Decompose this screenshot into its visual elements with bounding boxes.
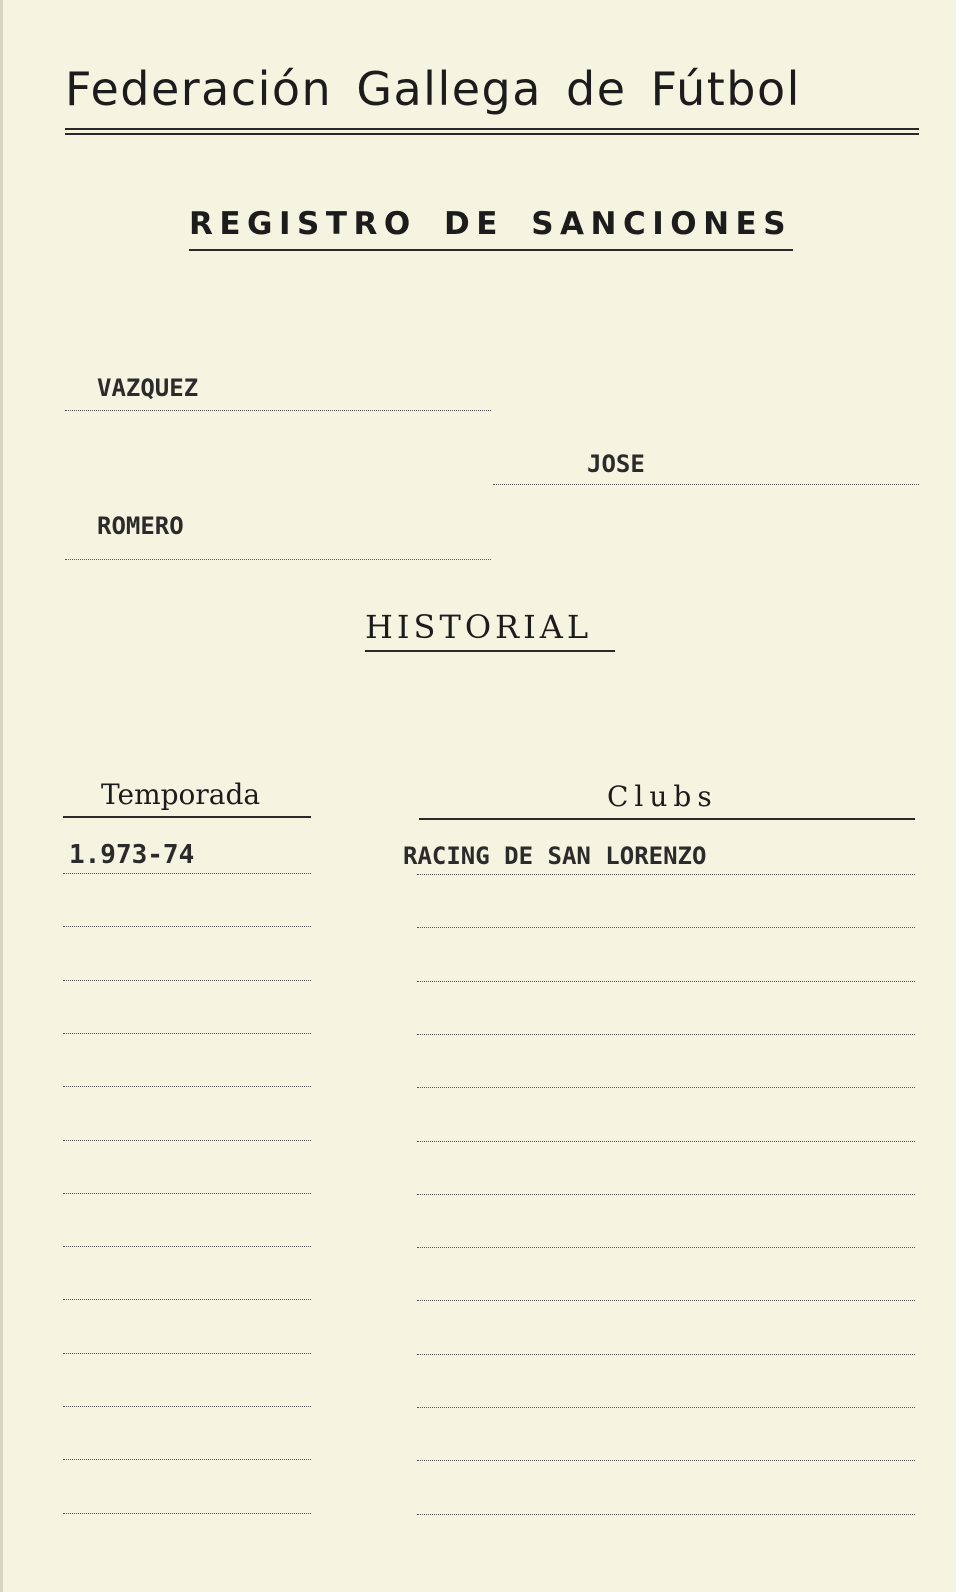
club-column-header: Clubs — [607, 780, 718, 813]
club-ruled-line — [417, 1087, 915, 1088]
given-name-line — [493, 484, 919, 485]
club-ruled-line — [417, 1247, 915, 1248]
club-ruled-line — [417, 1460, 915, 1461]
season-ruled-line — [63, 873, 311, 874]
season-header-rule — [63, 816, 311, 818]
club-entry-1: RACING DE SAN LORENZO — [403, 842, 707, 870]
heading-underline — [189, 249, 793, 251]
season-ruled-line — [63, 1459, 311, 1460]
club-ruled-line — [417, 1034, 915, 1035]
register-heading: REGISTRO DE SANCIONES — [189, 206, 793, 242]
season-ruled-line — [63, 1406, 311, 1407]
season-ruled-line — [63, 980, 311, 981]
season-column-header: Temporada — [101, 778, 261, 811]
season-ruled-line — [63, 1033, 311, 1034]
season-ruled-line — [63, 1299, 311, 1300]
season-ruled-line — [63, 1246, 311, 1247]
title-double-rule — [65, 128, 919, 135]
club-ruled-line — [417, 1354, 915, 1355]
club-ruled-line — [417, 927, 915, 928]
club-ruled-line — [417, 1407, 915, 1408]
club-ruled-line — [417, 981, 915, 982]
surname-2-value: ROMERO — [97, 512, 184, 540]
club-ruled-line — [417, 874, 915, 875]
history-heading: HISTORIAL — [365, 608, 593, 646]
season-ruled-line — [63, 926, 311, 927]
surname-1-value: VAZQUEZ — [97, 374, 199, 402]
given-name-value: JOSE — [587, 450, 645, 478]
surname-1-line — [65, 410, 491, 411]
federation-title: Federación Gallega de Fútbol — [65, 62, 801, 116]
season-entry-1: 1.973-74 — [69, 840, 195, 870]
season-ruled-line — [63, 1193, 311, 1194]
season-ruled-line — [63, 1513, 311, 1514]
club-ruled-line — [417, 1194, 915, 1195]
season-ruled-line — [63, 1353, 311, 1354]
club-ruled-line — [417, 1300, 915, 1301]
surname-2-line — [65, 559, 491, 560]
season-ruled-line — [63, 1140, 311, 1141]
history-underline — [365, 650, 615, 652]
club-header-rule — [419, 818, 915, 820]
club-ruled-line — [417, 1141, 915, 1142]
season-ruled-line — [63, 1086, 311, 1087]
club-ruled-line — [417, 1514, 915, 1515]
